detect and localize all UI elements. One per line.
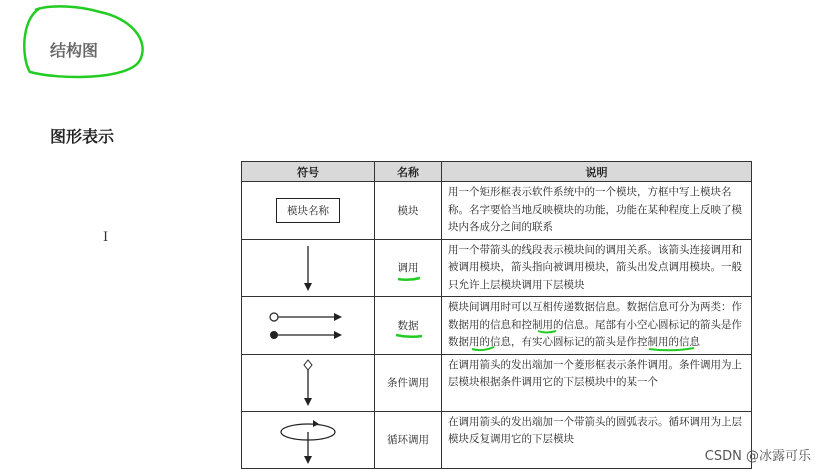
header-symbol: 符号: [242, 162, 375, 182]
loop-arrow-icon: [273, 414, 343, 466]
data-control-arrows-icon: [268, 305, 348, 345]
watermark: CSDN @冰露可乐: [704, 449, 811, 464]
underline-annotations: [442, 297, 752, 354]
row-desc: 用一个带箭头的线段表示模块间的调用关系。该箭头连接调用和被调用模块，箭头指向被调用模块，箭头出发点调用模块。一般只允许上层模块调用下层模块: [442, 239, 752, 297]
conditional-call-symbol: [242, 354, 375, 411]
header-name: 名称: [375, 162, 442, 182]
down-arrow-icon: [293, 243, 323, 293]
table-row: [242, 411, 752, 468]
row-desc: 在调用箭头的发出端加一个带箭头的圆弧表示。循环调用为上层模块反复调用它的下层模块: [442, 411, 752, 468]
row-desc: [442, 297, 752, 355]
row-desc: 用一个矩形框表示软件系统中的一个模块，方框中写上模块名称。名字要恰当地反映模块的功能，功能在某种程度上反映了模块内各成分之间的联系: [442, 182, 752, 240]
row-name: [375, 239, 442, 297]
underline-annotation: [395, 333, 423, 339]
symbol-table: [241, 161, 752, 469]
data-symbol: [242, 297, 375, 355]
diamond-arrow-icon: [293, 358, 323, 408]
module-symbol: [242, 182, 375, 240]
call-symbol: [242, 239, 375, 297]
header-desc: 说明: [442, 162, 752, 182]
table-row: [242, 354, 752, 411]
module-box: 模块名称: [276, 198, 340, 223]
row-desc: 在调用箭头的发出端加一个菱形框表示条件调用。条件调用为上层模块根据条件调用它的下层模块中的某一个: [442, 354, 752, 411]
row-name: [375, 297, 442, 355]
table-row: [242, 297, 752, 355]
table-row: [242, 239, 752, 297]
subsection-title: 图形表示: [50, 127, 115, 146]
row-name: 模块: [375, 182, 442, 240]
row-name: 循环调用: [375, 411, 442, 468]
table-header-row: [242, 162, 752, 182]
text-cursor-icon: I: [103, 230, 109, 245]
row-name-label: 数据: [397, 319, 419, 332]
row-name-label: 调用: [397, 262, 419, 275]
row-name: 条件调用: [375, 354, 442, 411]
row-desc-text: 模块间调用时可以互相传递数据信息。数据信息可分为两类：作数据用的信息和控制用的信息。尾部有小空心圆标记的箭头是作数据用的信息，有实心圆标记的箭头是作控制用的信息: [448, 301, 742, 348]
table-row: [242, 182, 752, 240]
underline-annotation: [397, 276, 421, 282]
loop-call-symbol: [242, 411, 375, 468]
section-title: 结构图: [50, 41, 99, 60]
